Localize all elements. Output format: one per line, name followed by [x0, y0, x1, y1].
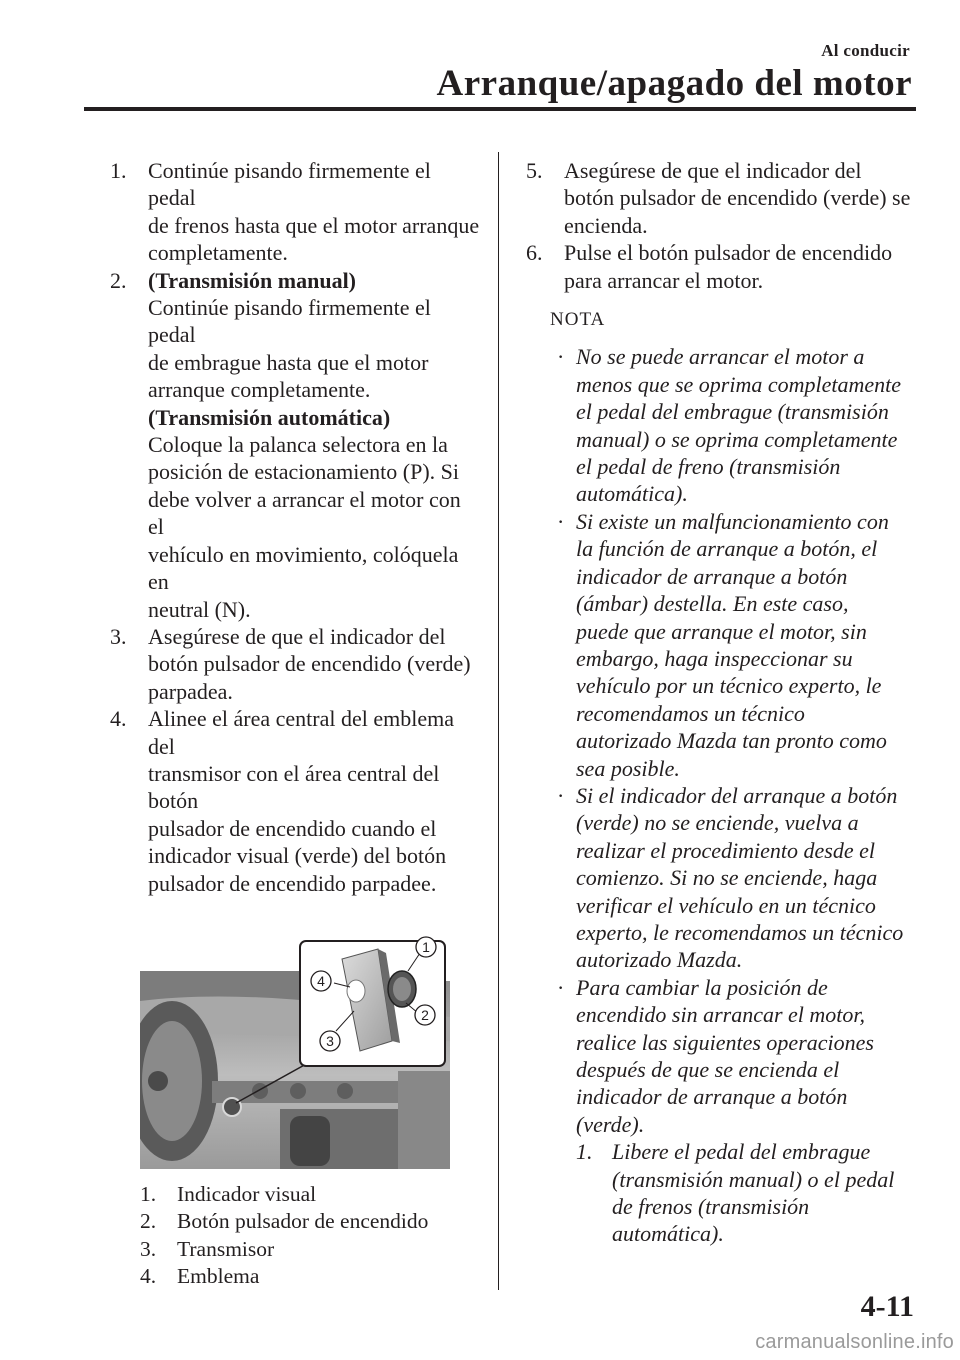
note-line: Para cambiar la posición de — [576, 974, 828, 1000]
note-line: Si existe un malfuncionamiento con — [576, 508, 889, 534]
step-line: vehículo en movimiento, colóquela en — [148, 541, 459, 595]
automatic-transmission-heading: (Transmisión automática) — [148, 404, 391, 430]
step-line: completamente. — [148, 240, 288, 266]
note-line: comienzo. Si no se enciende, haga — [576, 865, 878, 891]
bullet-dot: · — [557, 508, 565, 534]
bullet-dot: · — [557, 782, 565, 808]
note-line: manual) o se oprima completamente — [576, 426, 898, 452]
note-line: indicador de arranque a botón — [576, 563, 848, 589]
note-line: encendido sin arrancar el motor, — [576, 1002, 866, 1028]
left-column — [110, 157, 480, 1291]
right-column — [526, 157, 918, 1248]
note-line: indicador de arranque a botón — [576, 1084, 848, 1110]
note-bullet — [556, 343, 918, 507]
column-divider — [498, 152, 499, 1290]
substep-line: automática). — [612, 1221, 724, 1247]
note-line: Si el indicador del arranque a botón — [576, 782, 898, 808]
watermark: carmanualsonline.info — [755, 1331, 954, 1353]
dashboard-figure — [140, 931, 450, 1169]
note-line: menos que se oprima completamente — [576, 371, 902, 397]
caption-item — [140, 1181, 480, 1208]
step-6 — [526, 239, 918, 294]
step-line: Coloque la palanca selectora en la — [148, 432, 448, 458]
step-line: botón pulsador de encendido (verde) se — [564, 185, 911, 211]
note-line: autorizado Mazda. — [576, 947, 743, 973]
callout-label: 4 — [317, 972, 325, 989]
step-line: parpadea. — [148, 678, 233, 704]
step-line: Asegúrese de que el indicador del — [564, 158, 862, 183]
section-name: Al conducir — [821, 41, 910, 60]
note-line: realizar el procedimiento desde el — [576, 837, 875, 863]
step-line: Continúe pisando firmemente el pedal — [148, 158, 431, 211]
callout-1 — [416, 937, 436, 957]
caption-number: 4. — [140, 1264, 157, 1289]
step-line: encienda. — [564, 212, 648, 238]
step-4 — [110, 705, 480, 897]
step-2 — [110, 267, 480, 623]
substep-line: Libere el pedal del embrague — [612, 1139, 871, 1165]
callout-label: 2 — [421, 1006, 429, 1023]
step-line: botón pulsador de encendido (verde) — [148, 651, 471, 677]
note-line: puede que arranque el motor, sin — [576, 618, 867, 644]
caption-text: Emblema — [177, 1264, 260, 1289]
substep-number: 1. — [576, 1139, 593, 1165]
substep-line: (transmisión manual) o el pedal — [612, 1166, 895, 1192]
step-number: 1. — [110, 158, 127, 183]
note-substep — [556, 1138, 918, 1248]
caption-text: Indicador visual — [177, 1181, 317, 1206]
callout-label: 3 — [326, 1032, 334, 1049]
callout-3 — [320, 1031, 340, 1051]
caption-text: Transmisor — [177, 1236, 275, 1261]
note-label: NOTA — [550, 309, 606, 331]
step-line: Pulse el botón pulsador de encendido — [564, 240, 893, 266]
callout-4 — [311, 971, 331, 991]
caption-number: 2. — [140, 1209, 157, 1234]
note-list — [556, 343, 918, 1247]
note-line: No se puede arrancar el motor a — [576, 344, 865, 370]
note-line: el pedal del embrague (transmisión — [576, 399, 889, 425]
note-line: verificar el vehículo en un técnico — [576, 892, 876, 918]
note-line: realice las siguientes operaciones — [576, 1029, 874, 1055]
note-line: después de que se encienda el — [576, 1057, 840, 1082]
note-line: sea posible. — [576, 755, 680, 781]
bullet-dot: · — [557, 974, 565, 1000]
step-line: posición de estacionamiento (P). Si — [148, 459, 459, 485]
step-line: para arrancar el motor. — [564, 267, 764, 293]
step-number: 4. — [110, 706, 127, 732]
caption-item — [140, 1236, 480, 1263]
step-1 — [110, 157, 480, 267]
caption-number: 1. — [140, 1181, 157, 1206]
note-line: automática). — [576, 481, 688, 507]
note-line: autorizado Mazda tan pronto como — [576, 728, 887, 754]
step-5 — [526, 157, 918, 239]
header-rule — [84, 107, 916, 111]
caption-number: 3. — [140, 1236, 157, 1261]
page-number: 4-11 — [860, 1290, 914, 1323]
callout-2 — [415, 1005, 435, 1025]
step-number: 3. — [110, 623, 127, 649]
step-line: Continúe pisando firmemente el pedal — [148, 295, 431, 348]
step-line: transmisor con el área central del botón — [148, 760, 440, 814]
note-line: embargo, haga inspeccionar su — [576, 645, 853, 671]
step-line: neutral (N). — [148, 596, 251, 622]
note-line: el pedal de freno (transmisión — [576, 454, 841, 480]
manual-transmission-heading: (Transmisión manual) — [148, 267, 357, 293]
step-number: 5. — [526, 158, 543, 183]
note-line: (verde) no se enciende, vuelva a — [576, 810, 859, 836]
step-line: pulsador de encendido cuando el — [148, 815, 437, 841]
figure-captions — [140, 1181, 480, 1291]
note-line: (verde). — [576, 1111, 645, 1137]
step-line: arranque completamente. — [148, 377, 371, 403]
note-line: (ámbar) destella. En este caso, — [576, 591, 849, 617]
step-line: debe volver a arrancar el motor con el — [148, 486, 461, 540]
dashboard-illustration — [140, 931, 450, 1169]
step-line: de embrague hasta que el motor — [148, 349, 429, 375]
note-line: recomendamos un técnico — [576, 700, 805, 726]
note-line: experto, le recomendamos un técnico — [576, 919, 904, 945]
step-line: Asegúrese de que el indicador del — [148, 623, 446, 649]
step-line: indicador visual (verde) del botón — [148, 843, 447, 869]
caption-item — [140, 1208, 480, 1235]
section-title: Arranque/apagado del motor — [436, 63, 912, 104]
step-number: 2. — [110, 267, 127, 293]
step-number: 6. — [526, 240, 543, 266]
note-line: la función de arranque a botón, el — [576, 536, 878, 562]
step-line: de frenos hasta que el motor arranque — [148, 212, 480, 238]
step-line: Alinee el área central del emblema del — [148, 706, 454, 759]
bullet-dot: · — [557, 344, 565, 370]
callout-label: 1 — [422, 938, 430, 955]
caption-text: Botón pulsador de encendido — [177, 1209, 429, 1234]
step-3 — [110, 623, 480, 705]
note-bullet — [556, 508, 918, 782]
substep-line: de frenos (transmisión — [612, 1194, 810, 1220]
note-bullet — [556, 782, 918, 974]
note-line: vehículo por un técnico experto, le — [576, 673, 882, 699]
caption-item — [140, 1263, 480, 1290]
page-header — [0, 0, 960, 120]
step-line: pulsador de encendido parpadee. — [148, 870, 437, 896]
note-bullet — [556, 974, 918, 1138]
